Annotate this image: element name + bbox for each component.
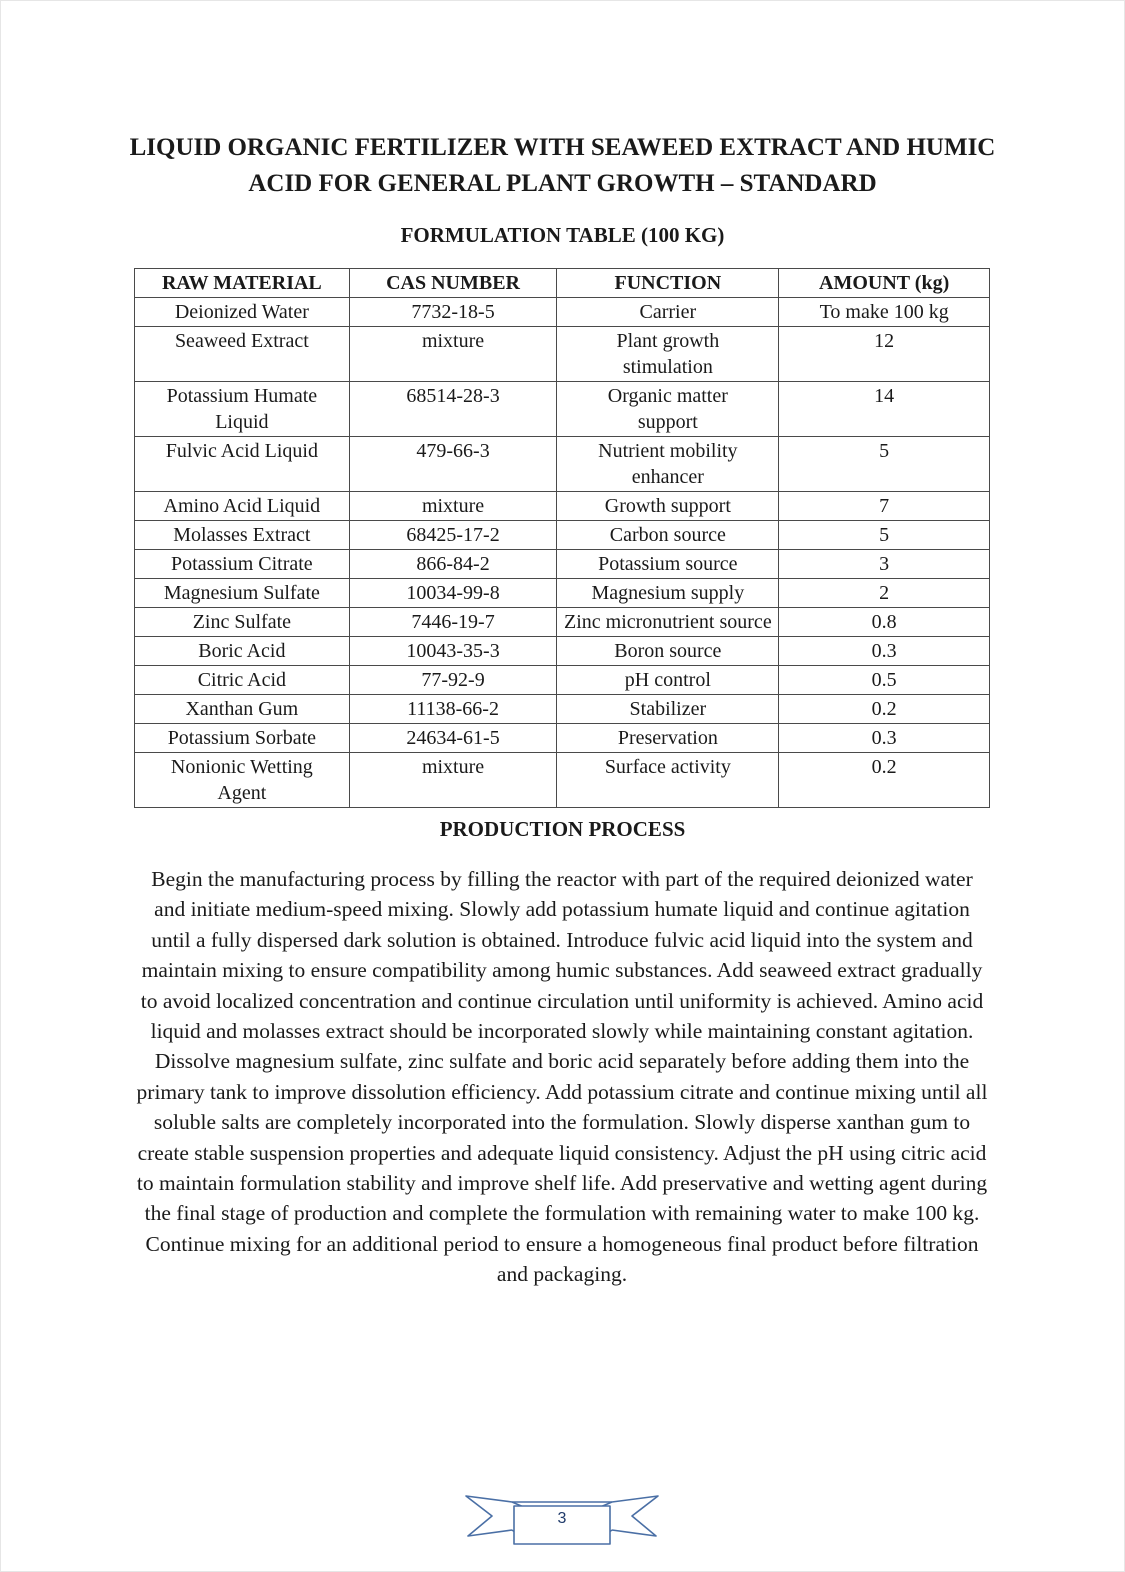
cell-function: Plant growth stimulation — [557, 327, 779, 382]
table-row — [135, 579, 990, 608]
cell-amount: 7 — [779, 492, 990, 521]
cell-amount: 0.2 — [779, 695, 990, 724]
document-title-line1: LIQUID ORGANIC FERTILIZER WITH SEAWEED EXTRACT AND HUMIC — [129, 134, 996, 161]
cell-material: Nonionic Wetting Agent — [135, 753, 350, 808]
cell-material: Deionized Water — [135, 298, 350, 327]
cell-material: Seaweed Extract — [135, 327, 350, 382]
table-row — [135, 298, 990, 327]
cell-material: Amino Acid Liquid — [135, 492, 350, 521]
cell-amount: 0.3 — [779, 724, 990, 753]
cell-cas: 77-92-9 — [349, 666, 557, 695]
cell-material: Xanthan Gum — [135, 695, 350, 724]
cell-cas: 68425-17-2 — [349, 521, 557, 550]
table-row — [135, 724, 990, 753]
cell-cas: mixture — [349, 753, 557, 808]
table-row — [135, 695, 990, 724]
cell-material: Potassium Sorbate — [135, 724, 350, 753]
formulation-table — [134, 268, 990, 808]
cell-cas: 10034-99-8 — [349, 579, 557, 608]
cell-function: Nutrient mobility enhancer — [557, 437, 779, 492]
cell-material: Zinc Sulfate — [135, 608, 350, 637]
cell-material: Boric Acid — [135, 637, 350, 666]
cell-function: pH control — [557, 666, 779, 695]
cell-amount: 0.3 — [779, 637, 990, 666]
header-raw-material: RAW MATERIAL — [135, 269, 350, 298]
table-row — [135, 608, 990, 637]
cell-function: Surface activity — [557, 753, 779, 808]
table-row — [135, 382, 990, 437]
document-title-line2: ACID FOR GENERAL PLANT GROWTH – STANDARD — [248, 170, 877, 197]
cell-amount: 3 — [779, 550, 990, 579]
table-title: FORMULATION TABLE (100 KG) — [400, 223, 725, 247]
cell-material: Molasses Extract — [135, 521, 350, 550]
cell-material: Fulvic Acid Liquid — [135, 437, 350, 492]
table-row — [135, 666, 990, 695]
cell-cas: mixture — [349, 492, 557, 521]
cell-amount: 5 — [779, 437, 990, 492]
table-row — [135, 437, 990, 492]
table-row — [135, 637, 990, 666]
table-header-row — [135, 269, 990, 298]
cell-cas: 10043-35-3 — [349, 637, 557, 666]
document-title — [120, 130, 1005, 202]
table-row — [135, 521, 990, 550]
cell-cas: 11138-66-2 — [349, 695, 557, 724]
cell-cas: mixture — [349, 327, 557, 382]
cell-function: Potassium source — [557, 550, 779, 579]
cell-cas: 68514-28-3 — [349, 382, 557, 437]
cell-function: Zinc micronutrient source — [557, 608, 779, 637]
cell-amount: 0.8 — [779, 608, 990, 637]
cell-function: Growth support — [557, 492, 779, 521]
table-row — [135, 550, 990, 579]
table-row — [135, 753, 990, 808]
cell-cas: 7446-19-7 — [349, 608, 557, 637]
header-amount: AMOUNT (kg) — [779, 269, 990, 298]
production-process-text: Begin the manufacturing process by filling the reactor with part of the required deionized water and initiate medium-speed mixing. Slowly add potassium humate liquid and continue agitation until a fully dispersed dark solution is obtained. Introduce fulvic acid liquid into the system and maintain mixing to ensure compatibility among humic substances. Add seaweed extract gradually to avoid localized concentration and continue circulation until uniformity is achieved. Amino acid liquid and molasses extract should be incorporated slowly while maintaining constant agitation. Dissolve magnesium sulfate, zinc sulfate and boric acid separately before adding them into the primary tank to improve dissolution efficiency. Add potassium citrate and continue mixing until all soluble salts are completely incorporated into the formulation. Slowly disperse xanthan gum to create stable suspension properties and adequate liquid consistency. Adjust the pH using citric acid to maintain formulation stability and improve shelf life. Add preservative and wetting agent during the final stage of production and complete the formulation with remaining water to make 100 kg. Continue mixing for an additional period to ensure a homogeneous final product before filtration and packaging. — [136, 867, 988, 1287]
cell-function: Boron source — [557, 637, 779, 666]
cell-amount: 12 — [779, 327, 990, 382]
cell-amount: 5 — [779, 521, 990, 550]
cell-amount: 0.2 — [779, 753, 990, 808]
cell-amount: To make 100 kg — [779, 298, 990, 327]
cell-function: Carbon source — [557, 521, 779, 550]
cell-amount: 2 — [779, 579, 990, 608]
cell-material: Magnesium Sulfate — [135, 579, 350, 608]
page-number: 3 — [557, 1510, 567, 1527]
cell-cas: 24634-61-5 — [349, 724, 557, 753]
header-function: FUNCTION — [557, 269, 779, 298]
cell-function: Preservation — [557, 724, 779, 753]
cell-function: Magnesium supply — [557, 579, 779, 608]
production-process-title: PRODUCTION PROCESS — [439, 817, 686, 841]
cell-function: Carrier — [557, 298, 779, 327]
cell-cas: 479-66-3 — [349, 437, 557, 492]
cell-cas: 7732-18-5 — [349, 298, 557, 327]
cell-amount: 0.5 — [779, 666, 990, 695]
cell-material: Potassium Citrate — [135, 550, 350, 579]
page-number-badge — [462, 1492, 662, 1548]
cell-material: Potassium Humate Liquid — [135, 382, 350, 437]
table-row — [135, 327, 990, 382]
cell-function: Organic matter support — [557, 382, 779, 437]
cell-function: Stabilizer — [557, 695, 779, 724]
header-cas-number: CAS NUMBER — [349, 269, 557, 298]
cell-material: Citric Acid — [135, 666, 350, 695]
cell-amount: 14 — [779, 382, 990, 437]
table-row — [135, 492, 990, 521]
cell-cas: 866-84-2 — [349, 550, 557, 579]
